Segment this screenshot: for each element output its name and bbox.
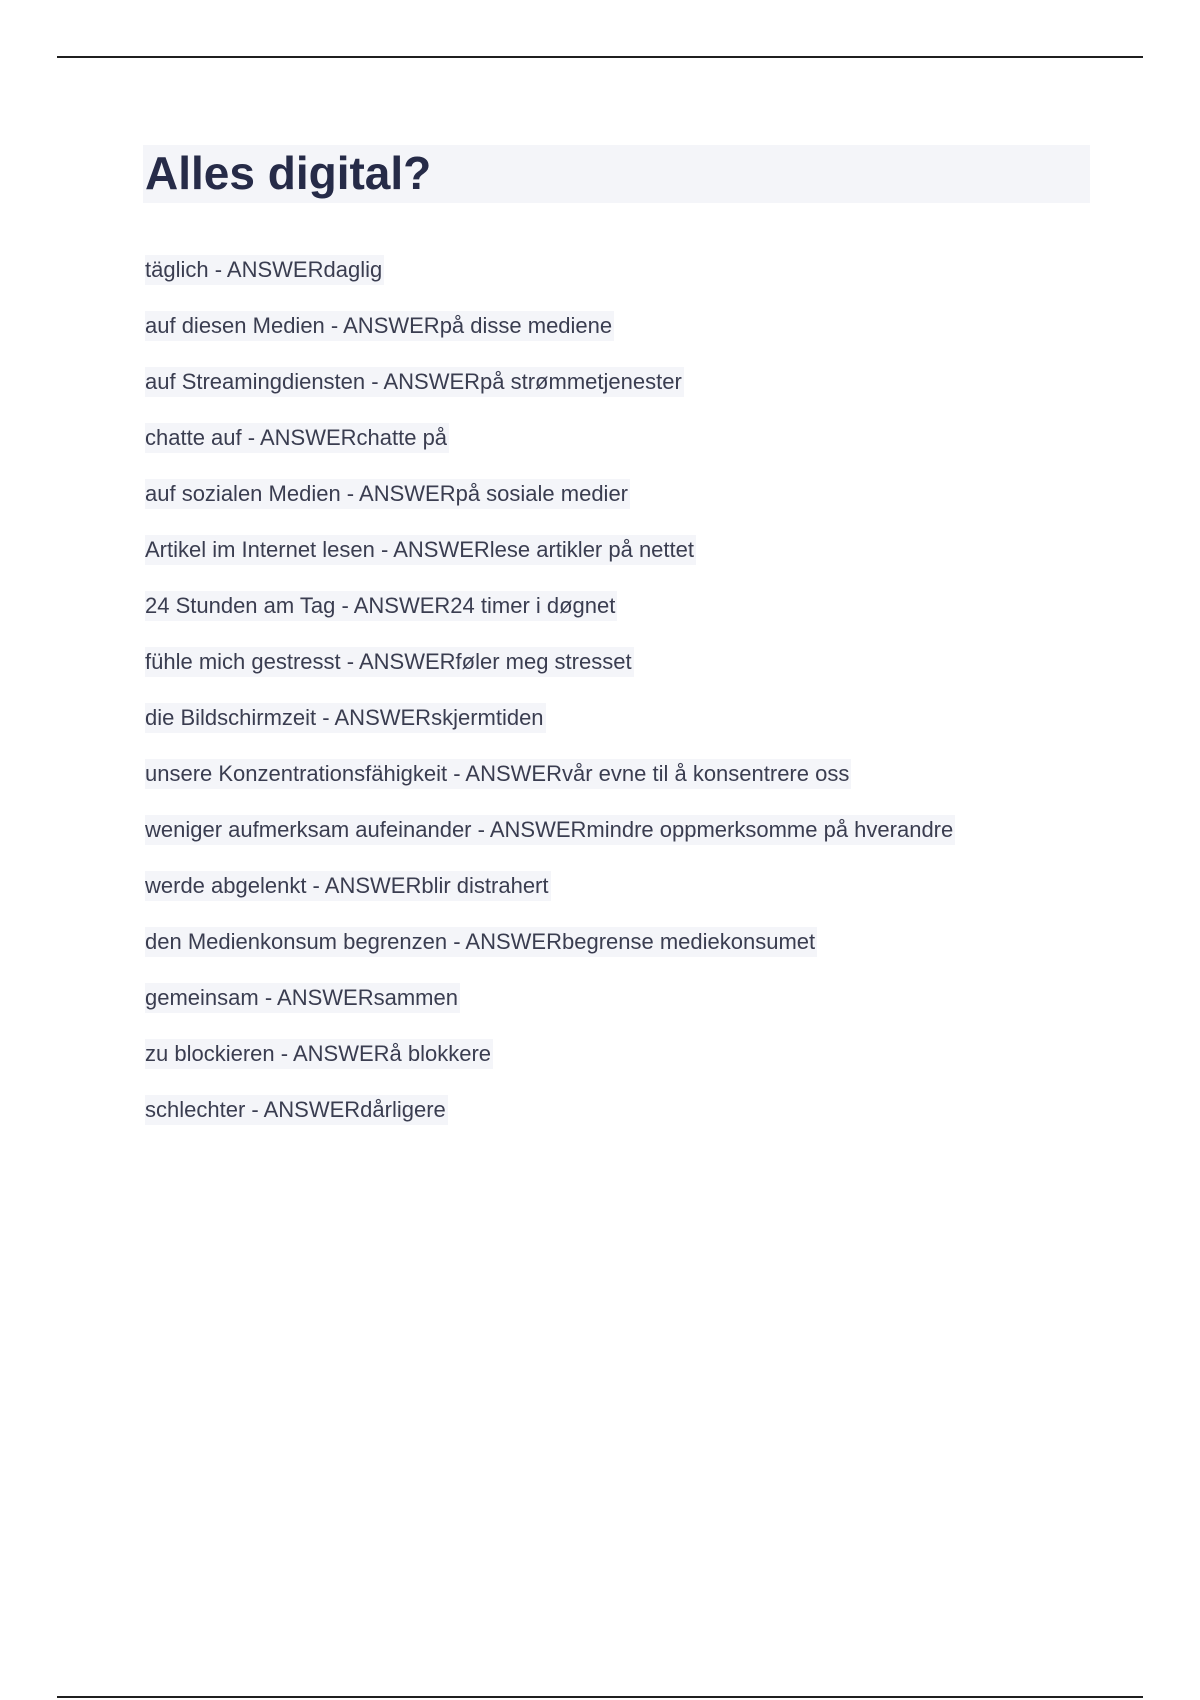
vocabulary-entry: weniger aufmerksam aufeinander - ANSWERmindre oppmerksomme på hverandre	[145, 815, 955, 845]
vocabulary-entry: werde abgelenkt - ANSWERblir distrahert	[145, 871, 551, 901]
list-item	[145, 647, 955, 703]
vocabulary-entry: den Medienkonsum begrenzen - ANSWERbegrense mediekonsumet	[145, 927, 817, 957]
list-item	[145, 591, 955, 647]
list-item	[145, 423, 955, 479]
vocabulary-entry: täglich - ANSWERdaglig	[145, 255, 384, 285]
list-item	[145, 815, 955, 871]
list-item	[145, 1095, 955, 1151]
vocabulary-entry: auf diesen Medien - ANSWERpå disse mediene	[145, 311, 614, 341]
list-item	[145, 479, 955, 535]
list-item	[145, 311, 955, 367]
vocabulary-entry: gemeinsam - ANSWERsammen	[145, 983, 460, 1013]
page-title: Alles digital?	[145, 147, 432, 199]
vocabulary-entry: Artikel im Internet lesen - ANSWERlese artikler på nettet	[145, 535, 696, 565]
vocabulary-entry: auf sozialen Medien - ANSWERpå sosiale medier	[145, 479, 630, 509]
list-item	[145, 1039, 955, 1095]
list-item	[145, 703, 955, 759]
list-item	[145, 927, 955, 983]
bottom-rule	[57, 1696, 1143, 1698]
vocabulary-entry: schlechter - ANSWERdårligere	[145, 1095, 448, 1125]
list-item	[145, 535, 955, 591]
vocabulary-entry: 24 Stunden am Tag - ANSWER24 timer i døgnet	[145, 591, 617, 621]
vocabulary-entry: zu blockieren - ANSWERå blokkere	[145, 1039, 493, 1069]
list-item	[145, 367, 955, 423]
list-item	[145, 871, 955, 927]
vocabulary-entry: die Bildschirmzeit - ANSWERskjermtiden	[145, 703, 546, 733]
vocabulary-entry: unsere Konzentrationsfähigkeit - ANSWERvår evne til å konsentrere oss	[145, 759, 851, 789]
vocabulary-list	[145, 255, 955, 1151]
vocabulary-entry: auf Streamingdiensten - ANSWERpå strømmetjenester	[145, 367, 684, 397]
list-item	[145, 983, 955, 1039]
vocabulary-entry: fühle mich gestresst - ANSWERføler meg stresset	[145, 647, 634, 677]
top-rule	[57, 56, 1143, 58]
vocabulary-entry: chatte auf - ANSWERchatte på	[145, 423, 449, 453]
list-item	[145, 255, 955, 311]
list-item	[145, 759, 955, 815]
